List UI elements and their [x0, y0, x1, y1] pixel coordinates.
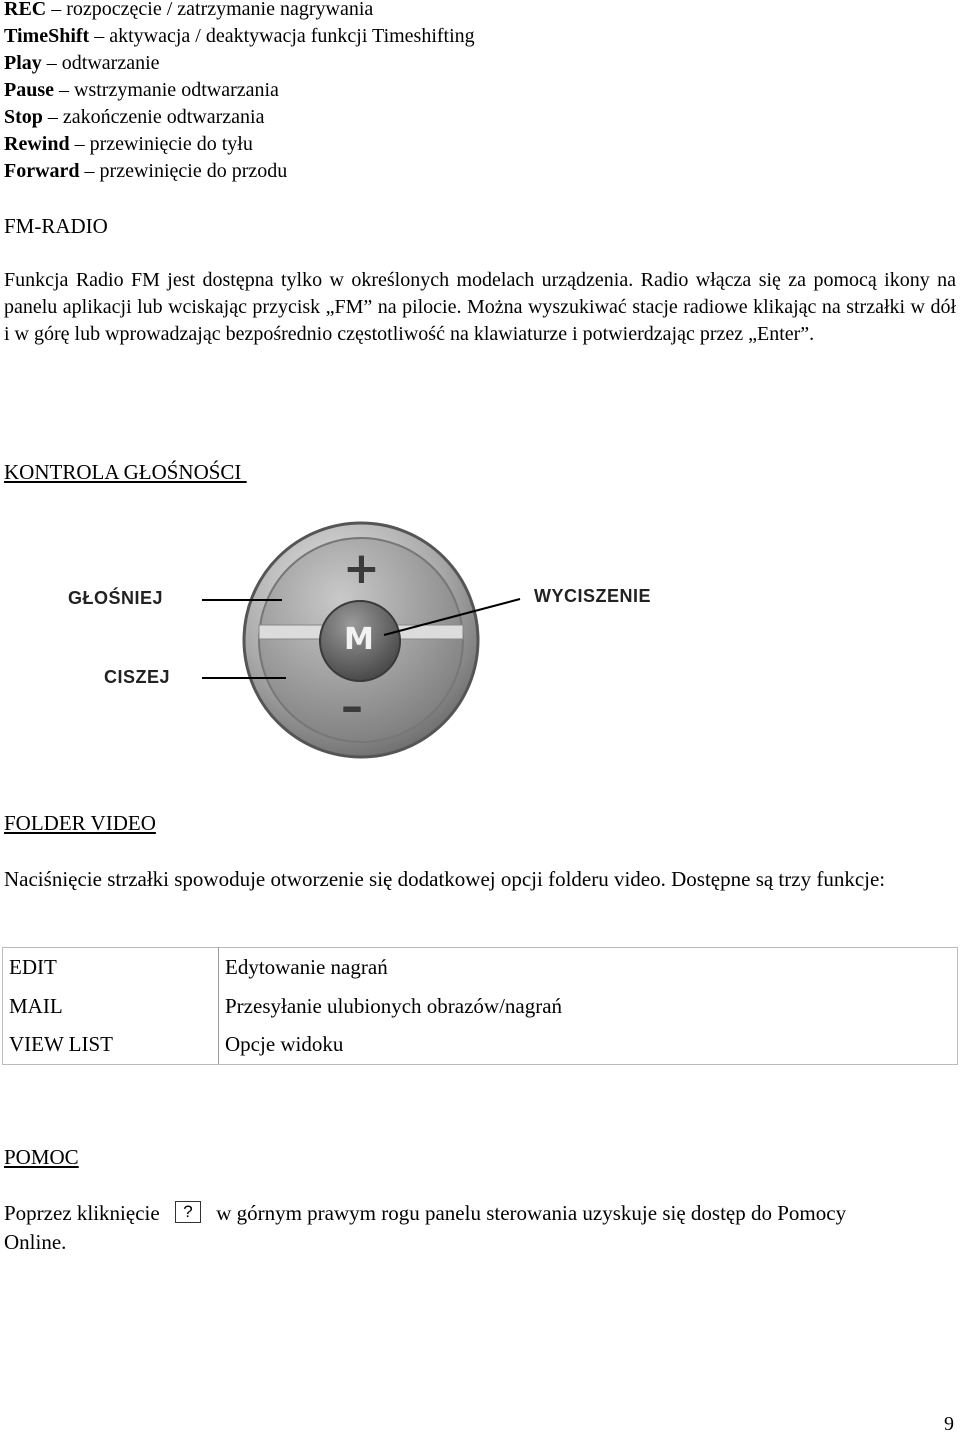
function-name: EDIT	[3, 948, 219, 987]
folder-video-paragraph: Naciśnięcie strzałki spowoduje otworzenie się dodatkowej opcji folderu video. Dostępne są trzy funkcje:	[4, 867, 886, 891]
fm-radio-heading: FM-RADIO	[4, 214, 108, 238]
volume-heading: KONTROLA GŁOŚNOŚCI	[4, 460, 247, 484]
control-forward: Forward – przewinięcie do przodu	[4, 160, 288, 182]
help-text-before: Poprzez kliknięcie	[4, 1201, 160, 1225]
function-name: MAIL	[3, 987, 219, 1026]
help-line-1	[4, 1198, 846, 1228]
help-icon[interactable]: ?	[175, 1201, 201, 1223]
table-row	[3, 987, 958, 1026]
mute-button-label: M	[344, 622, 374, 657]
control-timeshift: TimeShift – aktywacja / deaktywacja funkcji Timeshifting	[4, 25, 475, 47]
control-play: Play – odtwarzanie	[4, 52, 160, 74]
control-rewind: Rewind – przewinięcie do tyłu	[4, 133, 253, 155]
function-desc: Edytowanie nagrań	[219, 948, 958, 987]
mute-label: WYCISZENIE	[534, 586, 652, 606]
controls-list	[4, 0, 475, 185]
louder-label: GŁOŚNIEJ	[68, 588, 164, 608]
fm-radio-paragraph: Funkcja Radio FM jest dostępna tylko w określonych modelach urządzenia. Radio włącza się za pomocą ikony na panelu aplikacji lub wciskając przycisk „FM” na pilocie. Można wyszukiwać stacje radiowe klikając na strzałki w dół i w górę lub wprowadzając bezpośrednio częstotliwość na klawiaturze i potwierdzając przez „Enter”.	[4, 269, 956, 345]
control-pause: Pause – wstrzymanie odtwarzania	[4, 79, 279, 101]
function-desc: Przesyłanie ulubionych obrazów/nagrań	[219, 987, 958, 1026]
volume-diagram	[0, 515, 960, 760]
folder-video-heading: FOLDER VIDEO	[4, 811, 156, 835]
control-stop: Stop – zakończenie odtwarzania	[4, 106, 265, 128]
table-row	[3, 1025, 958, 1064]
table-row	[3, 948, 958, 987]
folder-video-table	[2, 947, 958, 1065]
quieter-label: CISZEJ	[104, 667, 171, 687]
volume-minus-button[interactable]: –	[341, 681, 363, 732]
function-desc: Opcje widoku	[219, 1025, 958, 1064]
help-heading: POMOC	[4, 1145, 79, 1169]
page-number: 9	[944, 1413, 954, 1435]
help-text-after: w górnym prawym rogu panelu sterowania uzyskuje się dostęp do Pomocy	[216, 1201, 847, 1225]
help-line-2: Online.	[4, 1230, 67, 1254]
control-rec: REC – rozpoczęcie / zatrzymanie nagrywania	[4, 0, 374, 20]
volume-plus-button[interactable]: +	[343, 543, 380, 594]
volume-control-figure	[0, 515, 960, 760]
function-name: VIEW LIST	[3, 1025, 219, 1064]
